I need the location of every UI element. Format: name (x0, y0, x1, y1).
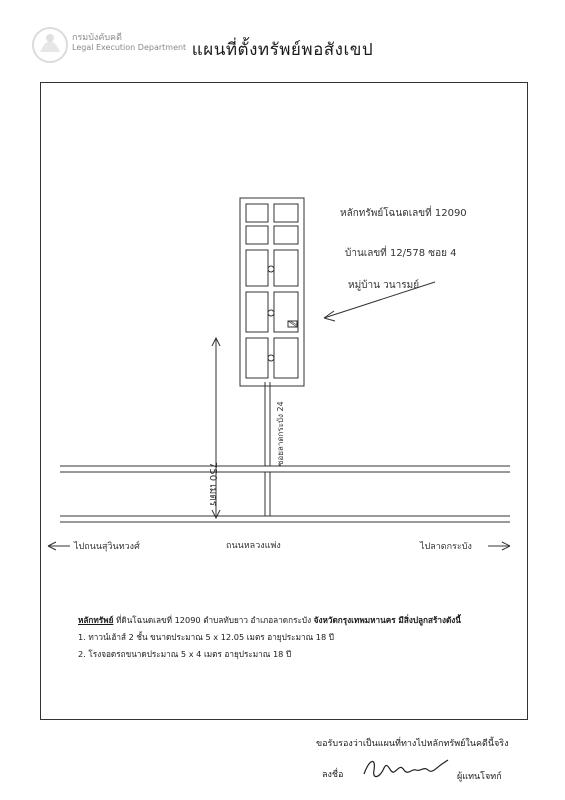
description-intro-text: ที่ดินโฉนดเลขที่ 12090 ตำบลทับยาว อำเภอลาดกระบัง (113, 615, 314, 625)
property-label-line2: บ้านเลขที่ 12/578 ซอย 4 (345, 248, 457, 259)
soi-road (265, 382, 270, 516)
certification-text: ขอรับรองว่าเป็นแผนที่ทางไปหลักทรัพย์ในคดีนี้จริง (316, 739, 509, 749)
description-intro-bold: จังหวัดกรุงเทพมหานคร มีสิ่งปลูกสร้างดังนี้ (313, 615, 461, 625)
main-road-label: ถนนหลวงแพ่ง (226, 541, 281, 551)
property-label-line1: หลักทรัพย์โฉนดเลขที่ 12090 (340, 208, 467, 219)
description-item: 1. ทาวน์เฮ้าส์ 2 ชั้น ขนาดประมาณ 5 x 12.05 เมตร อายุประมาณ 18 ปี (78, 632, 334, 642)
left-direction-label: ไปถนนสุวินทวงศ์ (74, 542, 140, 552)
description-intro (78, 612, 518, 629)
townhouse-block (240, 198, 304, 386)
handwritten-signature (360, 750, 452, 786)
signer-role: ผู้แทนโจทก์ (457, 772, 502, 782)
right-direction-arrow (488, 542, 510, 550)
description-heading: หลักทรัพย์ (78, 615, 114, 625)
sign-label: ลงชื่อ (322, 770, 344, 780)
location-map (40, 82, 528, 602)
right-direction-label: ไปลาดกระบัง (420, 542, 472, 552)
property-label-line3: หมู่บ้าน วนารมย์ (348, 280, 420, 291)
left-direction-arrow (48, 542, 70, 550)
property-description (78, 612, 518, 663)
distance-label: 750 เมตร (207, 462, 218, 507)
soi-label: ซอยลาดกระบัง 24 (276, 401, 285, 466)
description-item: 2. โรงจอดรถขนาดประมาณ 5 x 4 เมตร อายุประมาณ 18 ปี (78, 649, 292, 659)
logo-org-text: กรมบังคับคดี (72, 33, 122, 43)
page-title: แผนที่ตั้งทรัพย์พอสังเขป (191, 40, 374, 60)
main-road (60, 466, 510, 522)
logo-subtext: Legal Execution Department (72, 43, 187, 52)
